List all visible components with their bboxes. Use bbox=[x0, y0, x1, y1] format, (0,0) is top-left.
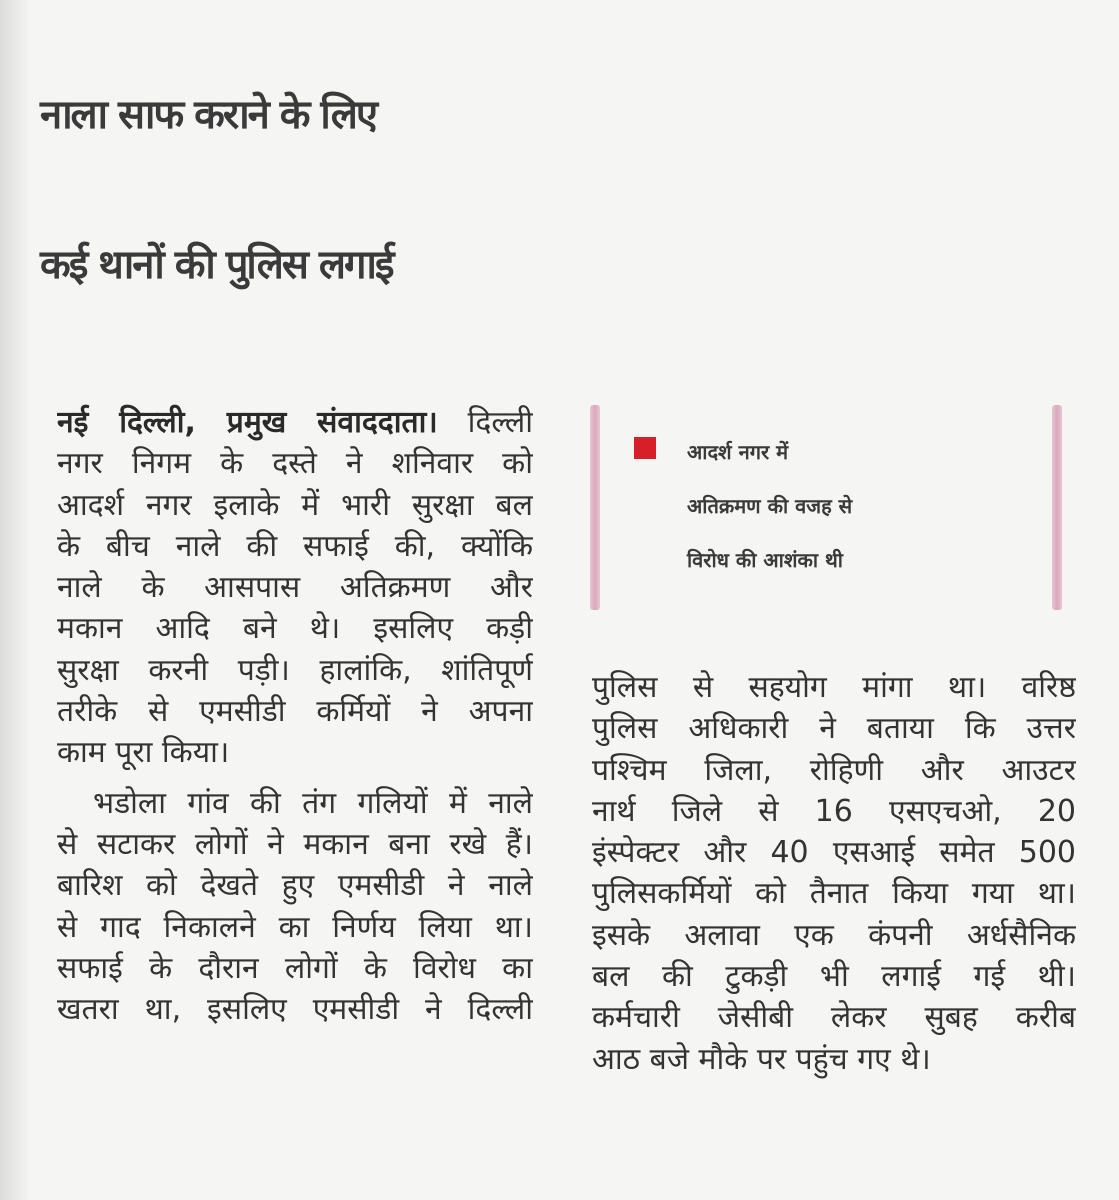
article-line: पुलिस अधिकारी ने बताया कि उत्तर bbox=[592, 711, 1076, 747]
article-line: सफाई के दौरान लोगों के विरोध का bbox=[57, 950, 533, 986]
pull-quote-line: आदर्श नगर में bbox=[687, 440, 789, 464]
headline-line-2: कई थानों की पुलिस लगाई bbox=[40, 242, 393, 288]
article-line: काम पूरा किया। bbox=[57, 735, 230, 771]
pull-quote-text bbox=[687, 425, 1047, 587]
article-line: आठ बजे मौके पर पहुंच गए थे। bbox=[592, 1041, 931, 1077]
dateline: नई दिल्ली, प्रमुख संवाददाता। bbox=[57, 405, 438, 440]
article-line: सुरक्षा करनी पड़ी। हालांकि, शांतिपूर्ण bbox=[57, 652, 533, 688]
red-square-bullet-icon bbox=[634, 437, 656, 459]
article-line: मकान आदि बने थे। इसलिए कड़ी bbox=[57, 611, 533, 647]
article-line: कर्मचारी जेसीबी लेकर सुबह करीब bbox=[592, 1000, 1076, 1036]
article-line: तरीके से एमसीडी कर्मियों ने अपना bbox=[57, 694, 533, 730]
article-line: नगर निगम के दस्ते ने शनिवार को bbox=[57, 446, 533, 482]
article-line: नई दिल्ली, प्रमुख संवाददाता। दिल्ली bbox=[57, 405, 533, 440]
article-line: आदर्श नगर इलाके में भारी सुरक्षा बल bbox=[57, 487, 533, 523]
pull-quote-box bbox=[590, 405, 1062, 610]
article-line: नार्थ जिले से 16 एसएचओ, 20 bbox=[592, 793, 1076, 829]
pull-quote-line: अतिक्रमण की वजह से bbox=[687, 494, 853, 518]
headline bbox=[40, 40, 1100, 340]
pull-quote-line: विरोध की आशंका थी bbox=[687, 548, 843, 572]
article-line: के बीच नाले की सफाई की, क्योंकि bbox=[57, 528, 533, 564]
headline-line-1: नाला साफ कराने के लिए bbox=[40, 92, 376, 138]
article-line: पुलिस से सहयोग मांगा था। वरिष्ठ bbox=[592, 670, 1076, 705]
article-line: इंस्पेक्टर और 40 एसआई समेत 500 bbox=[592, 835, 1076, 871]
article-line: पश्चिम जिला, रोहिणी और आउटर bbox=[592, 752, 1076, 788]
pull-quote-right-bar bbox=[1052, 405, 1062, 610]
article-line: से गाद निकालने का निर्णय लिया था। bbox=[57, 909, 533, 945]
pull-quote-left-bar bbox=[590, 405, 600, 610]
article-line: पुलिसकर्मियों को तैनात किया गया था। bbox=[592, 876, 1076, 912]
article-left-column bbox=[57, 402, 533, 1030]
article-line: बारिश को देखते हुए एमसीडी ने नाले bbox=[57, 868, 533, 904]
article-line: नाले के आसपास अतिक्रमण और bbox=[57, 570, 533, 606]
page-edge-shadow bbox=[0, 0, 30, 1200]
paragraph-gap bbox=[57, 774, 533, 783]
article-line: खतरा था, इसलिए एमसीडी ने दिल्ली bbox=[57, 992, 533, 1028]
article-right-column bbox=[592, 667, 1076, 1080]
article-line: भडोला गांव की तंग गलियों में नाले bbox=[93, 785, 533, 821]
article-line: बल की टुकड़ी भी लगाई गई थी। bbox=[592, 959, 1076, 995]
article-line: से सटाकर लोगों ने मकान बना रखे हैं। bbox=[57, 826, 533, 862]
article-line: इसके अलावा एक कंपनी अर्धसैनिक bbox=[592, 917, 1076, 953]
